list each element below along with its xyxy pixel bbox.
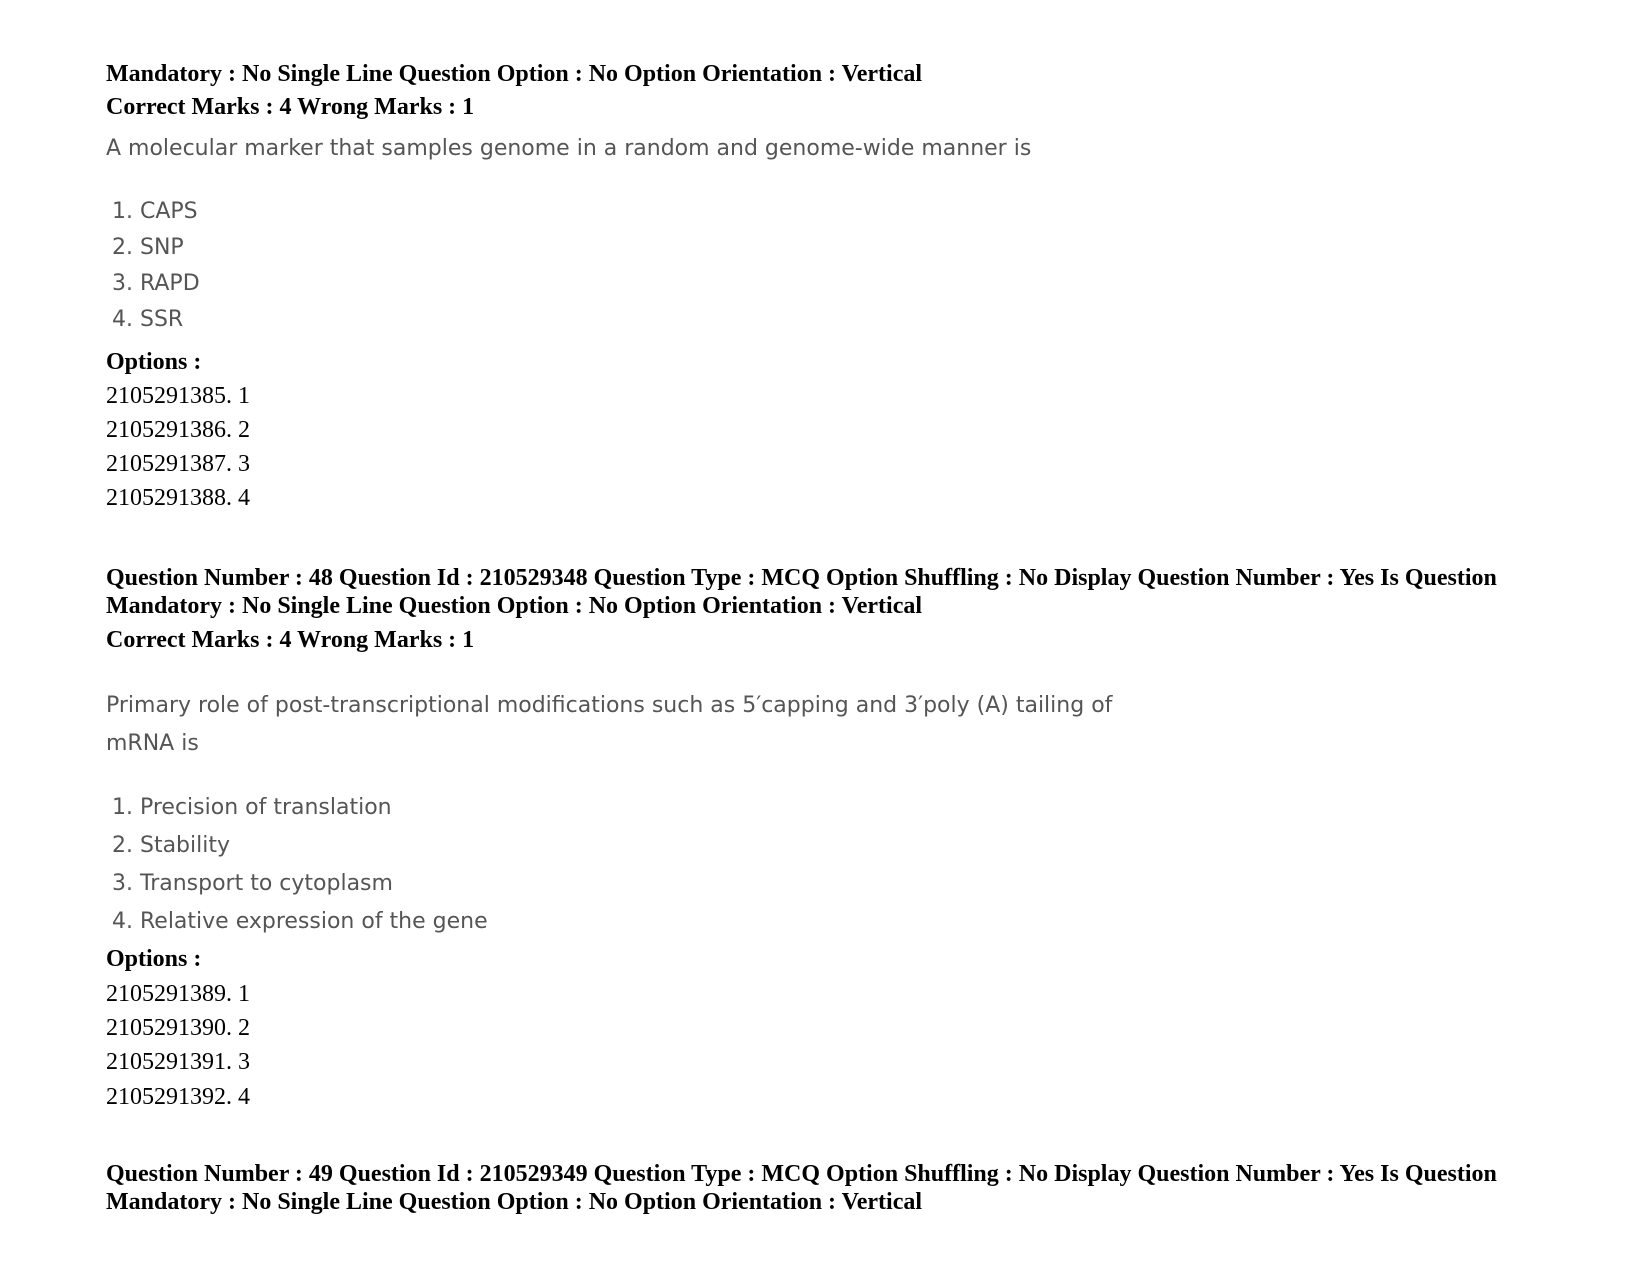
q48-choice-3: 3. Transport to cytoplasm xyxy=(112,871,393,896)
q47-choice-3: 3. RAPD xyxy=(112,271,200,296)
q47-options-label: Options : xyxy=(106,349,202,375)
q47-marks: Correct Marks : 4 Wrong Marks : 1 xyxy=(106,94,475,120)
q48-header-line2: Mandatory : No Single Line Question Option : No Option Orientation : Vertical xyxy=(106,593,923,619)
q47-question-text: A molecular marker that samples genome in a random and genome-wide manner is xyxy=(106,136,1032,161)
q48-option-4: 2105291392. 4 xyxy=(106,1084,250,1110)
q48-marks: Correct Marks : 4 Wrong Marks : 1 xyxy=(106,627,475,653)
q48-options-label: Options : xyxy=(106,946,202,972)
q48-choice-2: 2. Stability xyxy=(112,833,231,858)
q48-option-1: 2105291389. 1 xyxy=(106,981,250,1007)
q47-choice-4: 4. SSR xyxy=(112,307,184,332)
q47-header-line2: Mandatory : No Single Line Question Option : No Option Orientation : Vertical xyxy=(106,61,923,87)
q48-option-3: 2105291391. 3 xyxy=(106,1049,250,1075)
q48-option-2: 2105291390. 2 xyxy=(106,1015,250,1041)
q48-header-line1: Question Number : 48 Question Id : 210529348 Question Type : MCQ Option Shuffling : No Display Question Number : Yes Is Question xyxy=(106,565,1497,591)
q48-question-text-line1: Primary role of post-transcriptional modifications such as 5′capping and 3′poly (A) tailing of xyxy=(106,693,1113,718)
q48-question-text-line2: mRNA is xyxy=(106,731,199,756)
q48-choice-4: 4. Relative expression of the gene xyxy=(112,909,488,934)
q47-choice-2: 2. SNP xyxy=(112,235,184,260)
q48-choice-1: 1. Precision of translation xyxy=(112,795,392,820)
q49-header-line2: Mandatory : No Single Line Question Option : No Option Orientation : Vertical xyxy=(106,1189,923,1215)
q47-choice-1: 1. CAPS xyxy=(112,199,198,224)
q49-header-line1: Question Number : 49 Question Id : 210529349 Question Type : MCQ Option Shuffling : No Display Question Number : Yes Is Question xyxy=(106,1161,1497,1187)
q47-option-4: 2105291388. 4 xyxy=(106,485,250,511)
q47-option-2: 2105291386. 2 xyxy=(106,417,250,443)
q47-option-3: 2105291387. 3 xyxy=(106,451,250,477)
q47-option-1: 2105291385. 1 xyxy=(106,383,250,409)
